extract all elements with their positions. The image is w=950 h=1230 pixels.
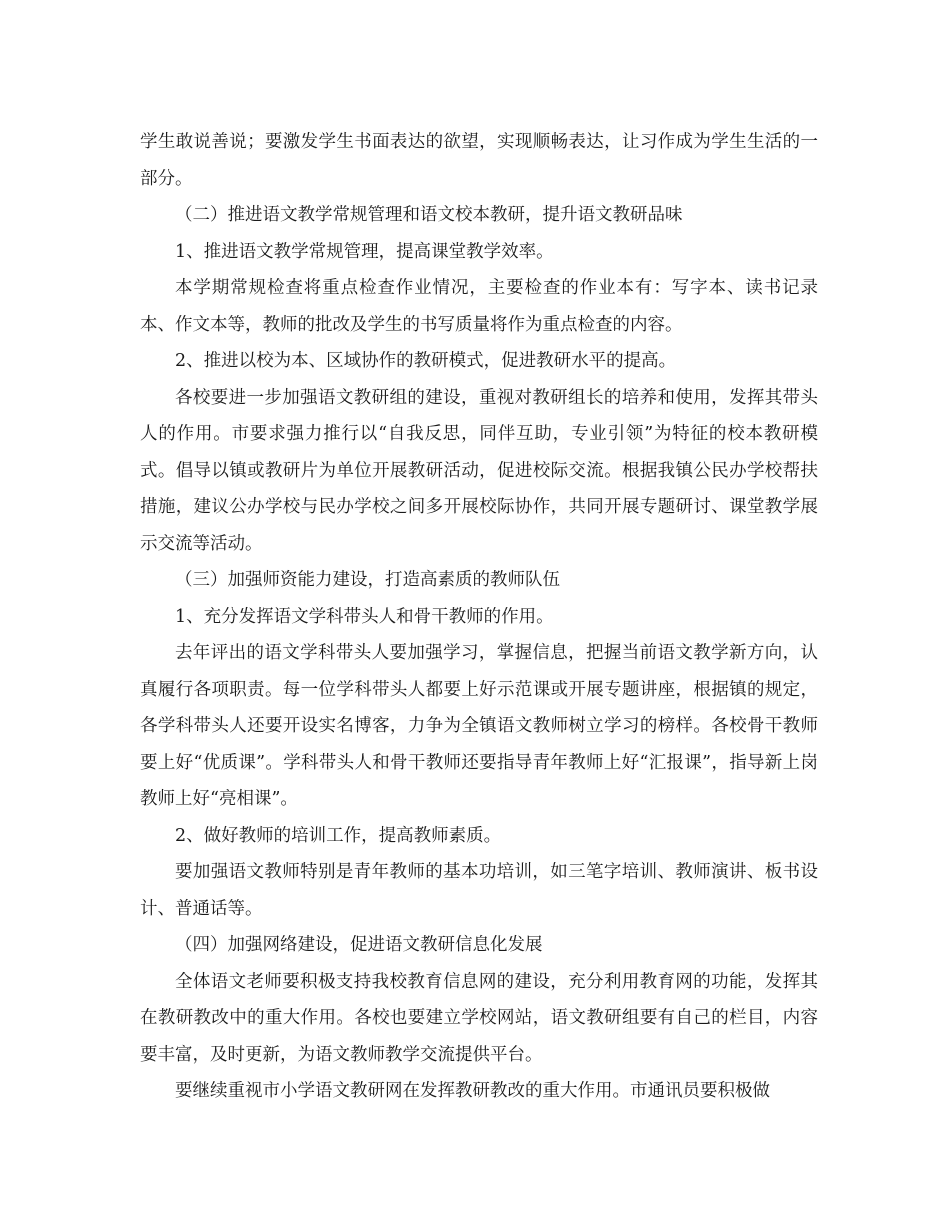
section-heading-4: （四）加强网络建设，促进语文教研信息化发展: [175, 935, 543, 955]
paragraph-network: 全体语文老师要积极支持我校教育信息网的建设，充分利用教育网的功能，发挥其在教研教改中的重大作用。各校也要建立学校网站，语文教研组要有自己的栏目，内容要丰富，及时更新，为语文教师教学交流提供平台。: [140, 971, 818, 1065]
paragraph-routine-check: 本学期常规检查将重点检查作业情况，主要检查的作业本有：写字本、读书记录本、作文本等，教师的批改及学生的书写质量将作为重点检查的内容。: [140, 278, 818, 335]
section-heading-2: （二）推进语文教学常规管理和语文校本教研，提升语文教研品味: [175, 205, 683, 225]
document-body: [140, 124, 818, 1110]
subheading-3-2: 2、做好教师的培训工作，提高教师素质。: [175, 825, 502, 846]
paragraph-teaching-research: 各校要进一步加强语文教研组的建设，重视对教研组长的培养和使用，发挥其带头人的作用。市要求强力推行以“自我反思，同伴互助，专业引领”为特征的校本教研模式。倡导以镇或教研片为单位开展教研活动，促进校际交流。根据我镇公民办学校帮扶措施，建议公办学校与民办学校之间多开展校际协作，共同开展专题研讨、课堂教学展示交流等活动。: [140, 387, 818, 554]
subheading-3-1: 1、充分发挥语文学科带头人和骨干教师的作用。: [175, 606, 554, 627]
paragraph-training: 要加强语文教师特别是青年教师的基本功培训，如三笔字培训、教师演讲、板书设计、普通话等。: [140, 862, 818, 919]
paragraph-continuation: 学生敢说善说；要激发学生书面表达的欲望，实现顺畅表达，让习作成为学生生活的一部分。: [140, 132, 818, 189]
paragraph-subject-leaders: 去年评出的语文学科带头人要加强学习，掌握信息，把握当前语文教学新方向，认真履行各项职责。每一位学科带头人都要上好示范课或开展专题讲座，根据镇的规定，各学科带头人还要开设实名博客，力争为全镇语文教师树立学习的榜样。各校骨干教师要上好“优质课”。学科带头人和骨干教师还要指导青年教师上好“汇报课”，指导新上岗教师上好“亮相课”。: [140, 643, 818, 809]
subheading-2-2: 2、推进以校为本、区域协作的教研模式，促进教研水平的提高。: [175, 351, 677, 371]
subheading-2-1: 1、推进语文教学常规管理，提高课堂教学效率。: [175, 241, 554, 262]
section-heading-3: （三）加强师资能力建设，打造高素质的教师队伍: [175, 570, 560, 590]
paragraph-research-web: 要继续重视市小学语文教研网在发挥教研教改的重大作用。市通讯员要积极做: [175, 1081, 770, 1101]
